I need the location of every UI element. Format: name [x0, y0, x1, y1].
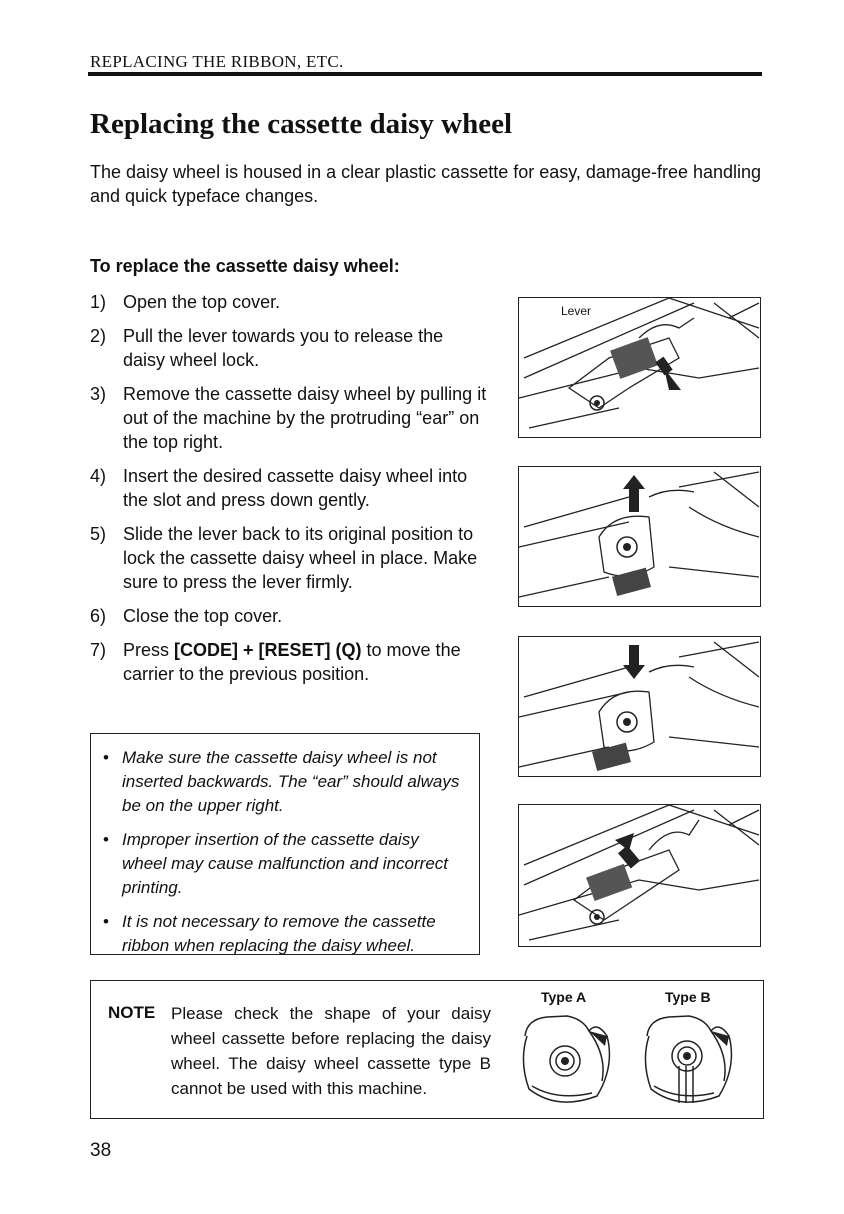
type-b-label: Type B	[665, 989, 711, 1005]
caution-item: • Improper insertion of the cassette daisy wheel may cause malfunction and incorrect printing.	[99, 828, 467, 900]
type-a-label: Type A	[541, 989, 587, 1005]
step-text: Remove the cassette daisy wheel by pulling it out of the machine by the protruding “ear” on the top right.	[123, 384, 487, 452]
page-title: Replacing the cassette daisy wheel	[90, 108, 513, 140]
illustration-lock	[519, 805, 760, 946]
step-text: Insert the desired cassette daisy wheel into the slot and press down gently.	[123, 466, 468, 510]
step-number: 3)	[90, 384, 107, 404]
step-2	[90, 324, 490, 372]
step-text-post: to move the carrier to the previous position.	[123, 640, 461, 684]
cassette-type-b-icon	[639, 1011, 739, 1111]
illustration-press	[519, 637, 760, 776]
note-label: NOTE	[108, 1003, 156, 1022]
header-rule	[88, 72, 762, 76]
step-3	[90, 382, 490, 454]
step-text: Pull the lever towards you to release the daisy wheel lock.	[123, 326, 444, 370]
step-text: Slide the lever back to its original position to lock the cassette daisy wheel in place. Make sure to press the lever firmly.	[123, 524, 478, 592]
caution-item: • Make sure the cassette daisy wheel is not inserted backwards. The “ear” should always be on the upper right.	[99, 746, 467, 818]
note-box	[90, 980, 764, 1119]
caution-item: • It is not necessary to remove the cassette ribbon when replacing the daisy wheel.	[99, 910, 467, 958]
procedure-heading: To replace the cassette daisy wheel:	[90, 256, 400, 276]
figure-insert-wheel	[518, 466, 761, 607]
illustration-lever	[519, 298, 760, 437]
note-text: Please check the shape of your daisy wheel cassette before replacing the daisy wheel. The daisy wheel cassette type B cannot be used with this machine.	[171, 1004, 491, 1098]
step-number: 7)	[90, 640, 107, 660]
figure-pull-lever	[518, 297, 761, 438]
key-code: [CODE]	[174, 640, 239, 660]
step-number: 6)	[90, 606, 107, 626]
step-text: Open the top cover.	[123, 292, 281, 312]
step-6	[90, 604, 490, 628]
intro-paragraph: The daisy wheel is housed in a clear plastic cassette for easy, damage-free handling and quick typeface changes.	[90, 162, 762, 206]
step-text: Close the top cover.	[123, 606, 283, 626]
page-number: 38	[90, 1140, 112, 1161]
key-reset: [RESET] (Q)	[258, 640, 362, 660]
step-7	[90, 638, 490, 686]
step-4	[90, 464, 490, 512]
figure-press-wheel	[518, 636, 761, 777]
step-5	[90, 522, 490, 594]
step-number: 2)	[90, 326, 107, 346]
step-text-pre: Press	[123, 640, 175, 660]
section-header: REPLACING THE RIBBON, ETC.	[90, 52, 344, 71]
step-number: 5)	[90, 524, 107, 544]
caution-box	[90, 733, 480, 955]
step-number: 1)	[90, 292, 107, 312]
illustration-insert	[519, 467, 760, 606]
lever-label: Lever	[561, 304, 592, 318]
cassette-type-a-icon	[517, 1011, 617, 1111]
procedure-steps	[90, 290, 490, 696]
step-1	[90, 290, 490, 314]
key-plus: +	[238, 640, 259, 660]
figure-lock-lever	[518, 804, 761, 947]
step-number: 4)	[90, 466, 107, 486]
